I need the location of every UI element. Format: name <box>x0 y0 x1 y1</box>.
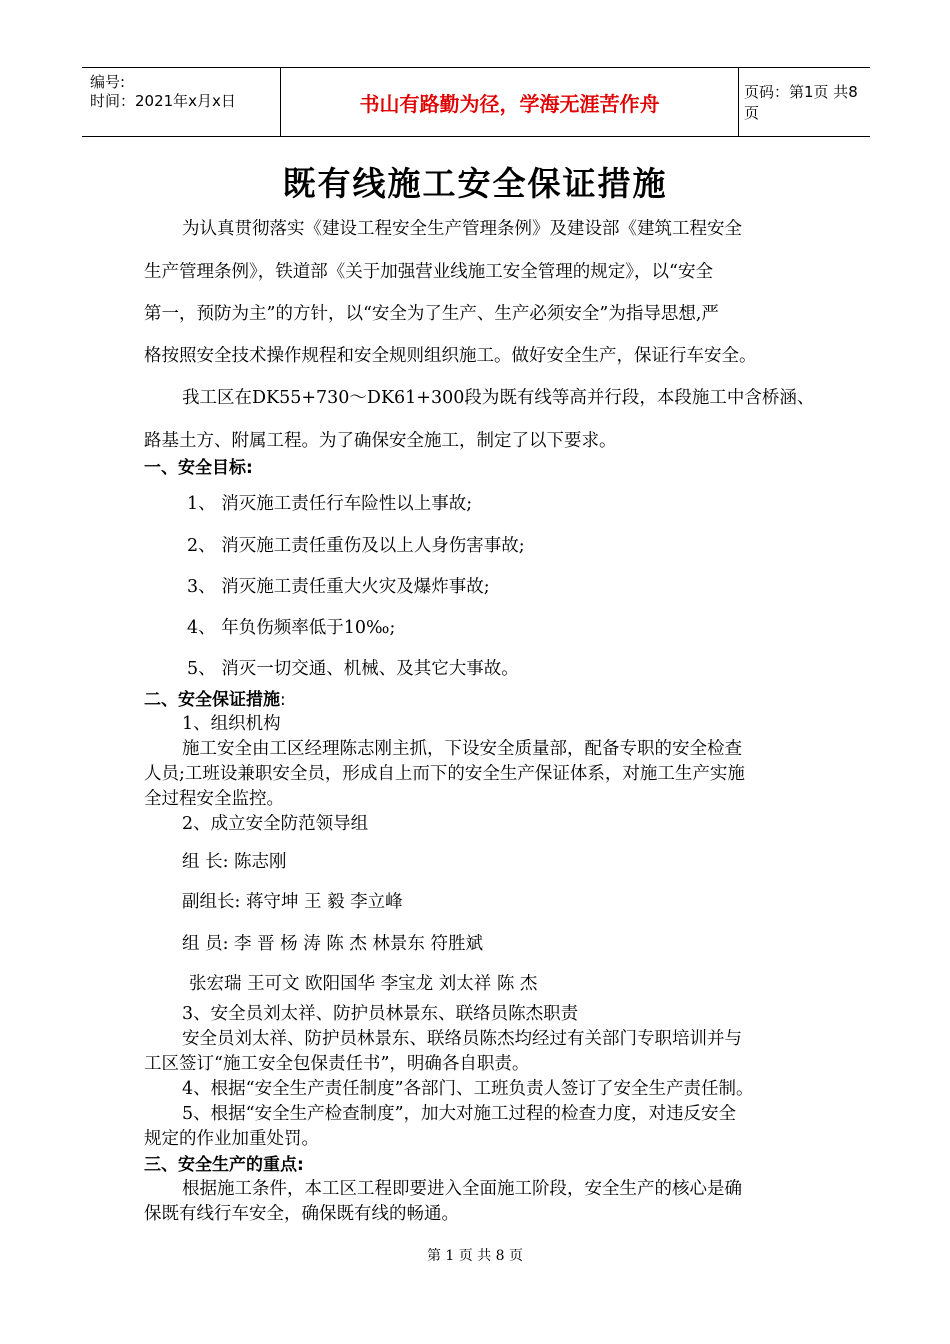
org-text-line: 施工安全由工区经理陈志刚主抓，下设安全质量部，配备专职的安全检查 <box>182 739 742 759</box>
team-members: 张宏瑞 王可文 欧阳国华 李宝龙 刘太祥 陈 杰 <box>189 974 538 994</box>
goal-item: 5、 消灭一切交通、机械、及其它大事故。 <box>187 659 519 679</box>
page-header <box>82 67 870 137</box>
org-text-line: 全过程安全监控。 <box>144 789 284 809</box>
item3-text-line: 安全员刘太祥、防护员林景东、联络员陈杰均经过有关部门专职培训并与 <box>182 1029 742 1049</box>
intro-p2-line: 路基土方、附属工程。为了确保安全施工，制定了以下要求。 <box>144 431 617 451</box>
team-deputies: 副组长: 蒋守坤 王 毅 李立峰 <box>182 892 403 912</box>
goal-item: 2、 消灭施工责任重伤及以上人身伤害事故; <box>187 536 525 556</box>
header-meta <box>82 68 280 136</box>
section1-heading: 一、安全目标: <box>144 458 253 478</box>
page-footer: 第 1 页 共 8 页 <box>426 1248 524 1264</box>
header-page-info: 页码：第1页 共8页 <box>744 83 858 122</box>
org-title: 1、组织机构 <box>182 714 281 734</box>
doc-date-label: 时间：2021年x月x日 <box>90 92 236 110</box>
section2-heading-colon: : <box>280 690 286 710</box>
goal-item: 3、 消灭施工责任重大火灾及爆炸事故; <box>187 577 490 597</box>
intro-p1-line: 格按照安全技术操作规程和安全规则组织施工。做好安全生产，保证行车安全。 <box>144 346 757 366</box>
intro-p1-line: 第一，预防为主”的方针，以“安全为了生产、生产必须安全”为指导思想,严 <box>144 304 719 324</box>
intro-p1-line: 为认真贯彻落实《建设工程安全生产管理条例》及建设部《建筑工程安全 <box>182 219 742 239</box>
intro-p1-line: 生产管理条例》，铁道部《关于加强营业线施工安全管理的规定》，以“安全 <box>144 262 713 282</box>
doc-number-label: 编号: <box>90 73 126 91</box>
team-leader: 组 长: 陈志刚 <box>182 852 287 872</box>
item4-text: 4、根据“安全生产责任制度”各部门、工班负责人签订了安全生产责任制。 <box>182 1079 754 1099</box>
section3-text-line: 保既有线行车安全，确保既有线的畅通。 <box>144 1204 459 1224</box>
header-slogan-cell <box>280 68 739 136</box>
org-text-line: 人员;工班设兼职安全员，形成自上而下的安全生产保证体系，对施工生产实施 <box>144 764 745 784</box>
team-members: 组 员: 李 晋 杨 涛 陈 杰 林景东 符胜斌 <box>182 934 483 954</box>
goal-item: 4、 年负伤频率低于10‰; <box>187 618 396 638</box>
intro-p2-line: 我工区在DK55+730～DK61+300段为既有线等高并行段，本段施工中含桥涵、 <box>182 388 815 408</box>
section2-heading-text: 二、安全保证措施 <box>144 690 280 710</box>
section3-text-line: 根据施工条件，本工区工程即要进入全面施工阶段，安全生产的核心是确 <box>182 1179 742 1199</box>
item3-title: 3、安全员刘太祥、防护员林景东、联络员陈杰职责 <box>182 1004 579 1024</box>
section3-heading: 三、安全生产的重点: <box>144 1155 304 1175</box>
header-slogan: 书山有路勤为径，学海无涯苦作舟 <box>359 91 660 116</box>
team-title: 2、成立安全防范领导组 <box>182 814 369 834</box>
goal-item: 1、 消灭施工责任行车险性以上事故; <box>187 494 473 514</box>
document-title: 既有线施工安全保证措施 <box>282 164 668 203</box>
item5-text-line: 规定的作业加重处罚。 <box>144 1129 319 1149</box>
item3-text-line: 工区签订“施工安全包保责任书”，明确各自职责。 <box>144 1054 530 1074</box>
item5-text-line: 5、根据“安全生产检查制度”，加大对施工过程的检查力度，对违反安全 <box>182 1104 737 1124</box>
section2-heading <box>144 685 286 710</box>
